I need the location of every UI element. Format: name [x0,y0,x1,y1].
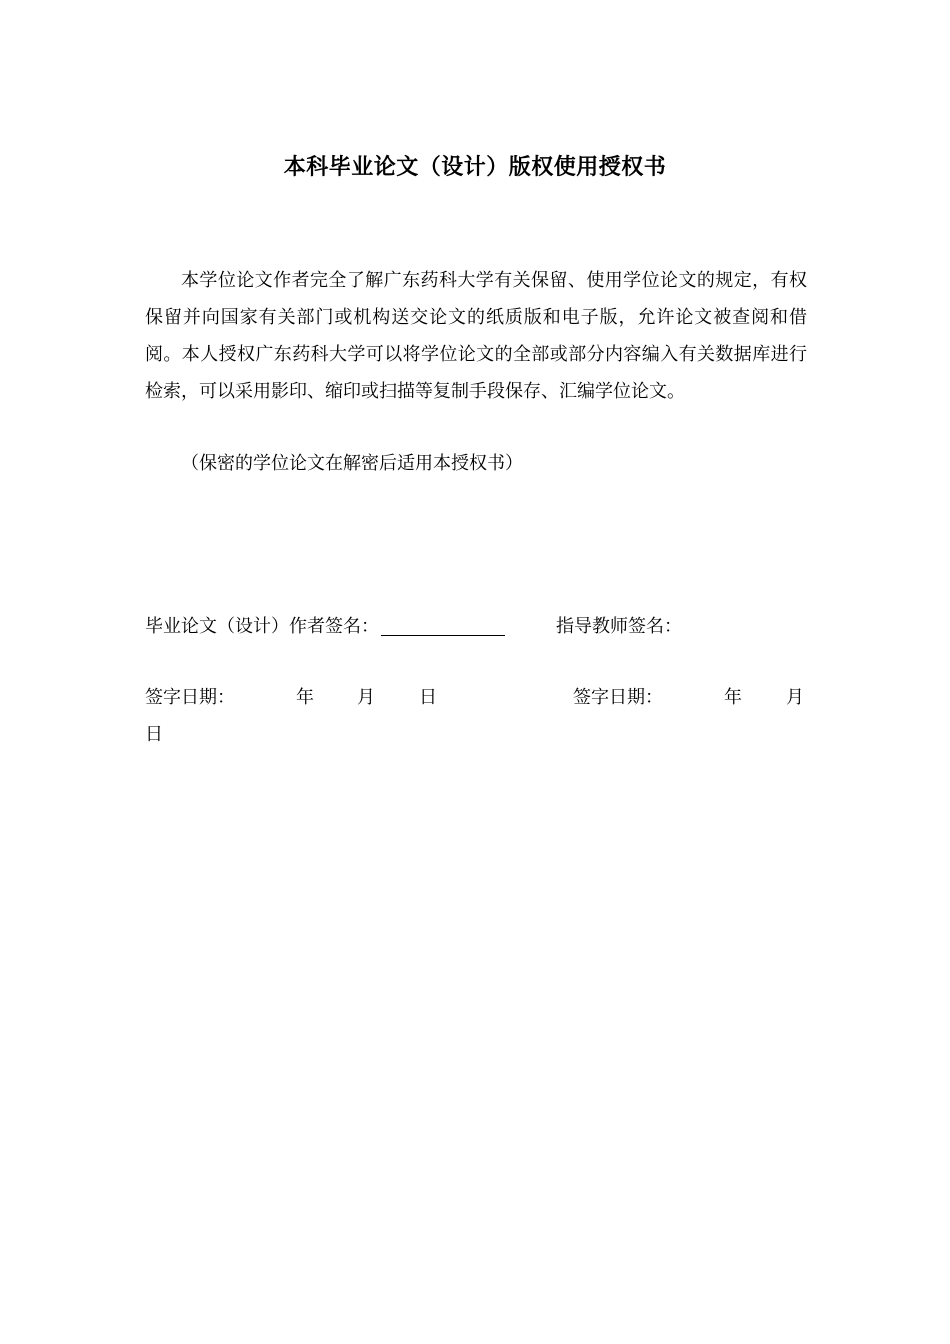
authorization-paragraph: 本学位论文作者完全了解广东药科大学有关保留、使用学位论文的规定，有权保留并向国家有关部门或机构送交论文的纸质版和电子版，允许论文被查阅和借阅。本人授权广东药科大学可以将学位论文的全部或部分内容编入有关数据库进行检索，可以采用影印、缩印或扫描等复制手段保存、汇编学位论文。 [145,270,807,402]
advisor-date-label: 签字日期： [573,687,663,708]
date-row [145,683,807,763]
author-date-day: 日 [419,687,437,708]
signature-row [145,612,807,642]
document-title: 本科毕业论文（设计）版权使用授权书 [283,155,667,180]
author-date-month: 月 [357,687,375,708]
confidential-note: （保密的学位论文在解密后适用本授权书） [181,453,523,474]
author-date-label: 签字日期： [145,687,235,708]
advisor-signature-label: 指导教师签名： [556,616,682,637]
advisor-date-month: 月 [786,687,804,708]
author-signature-line[interactable] [381,617,505,636]
advisor-date-year: 年 [724,687,742,708]
author-signature-label: 毕业论文（设计）作者签名： [145,616,379,637]
advisor-date-day: 日 [145,724,163,745]
author-date-year: 年 [296,687,314,708]
